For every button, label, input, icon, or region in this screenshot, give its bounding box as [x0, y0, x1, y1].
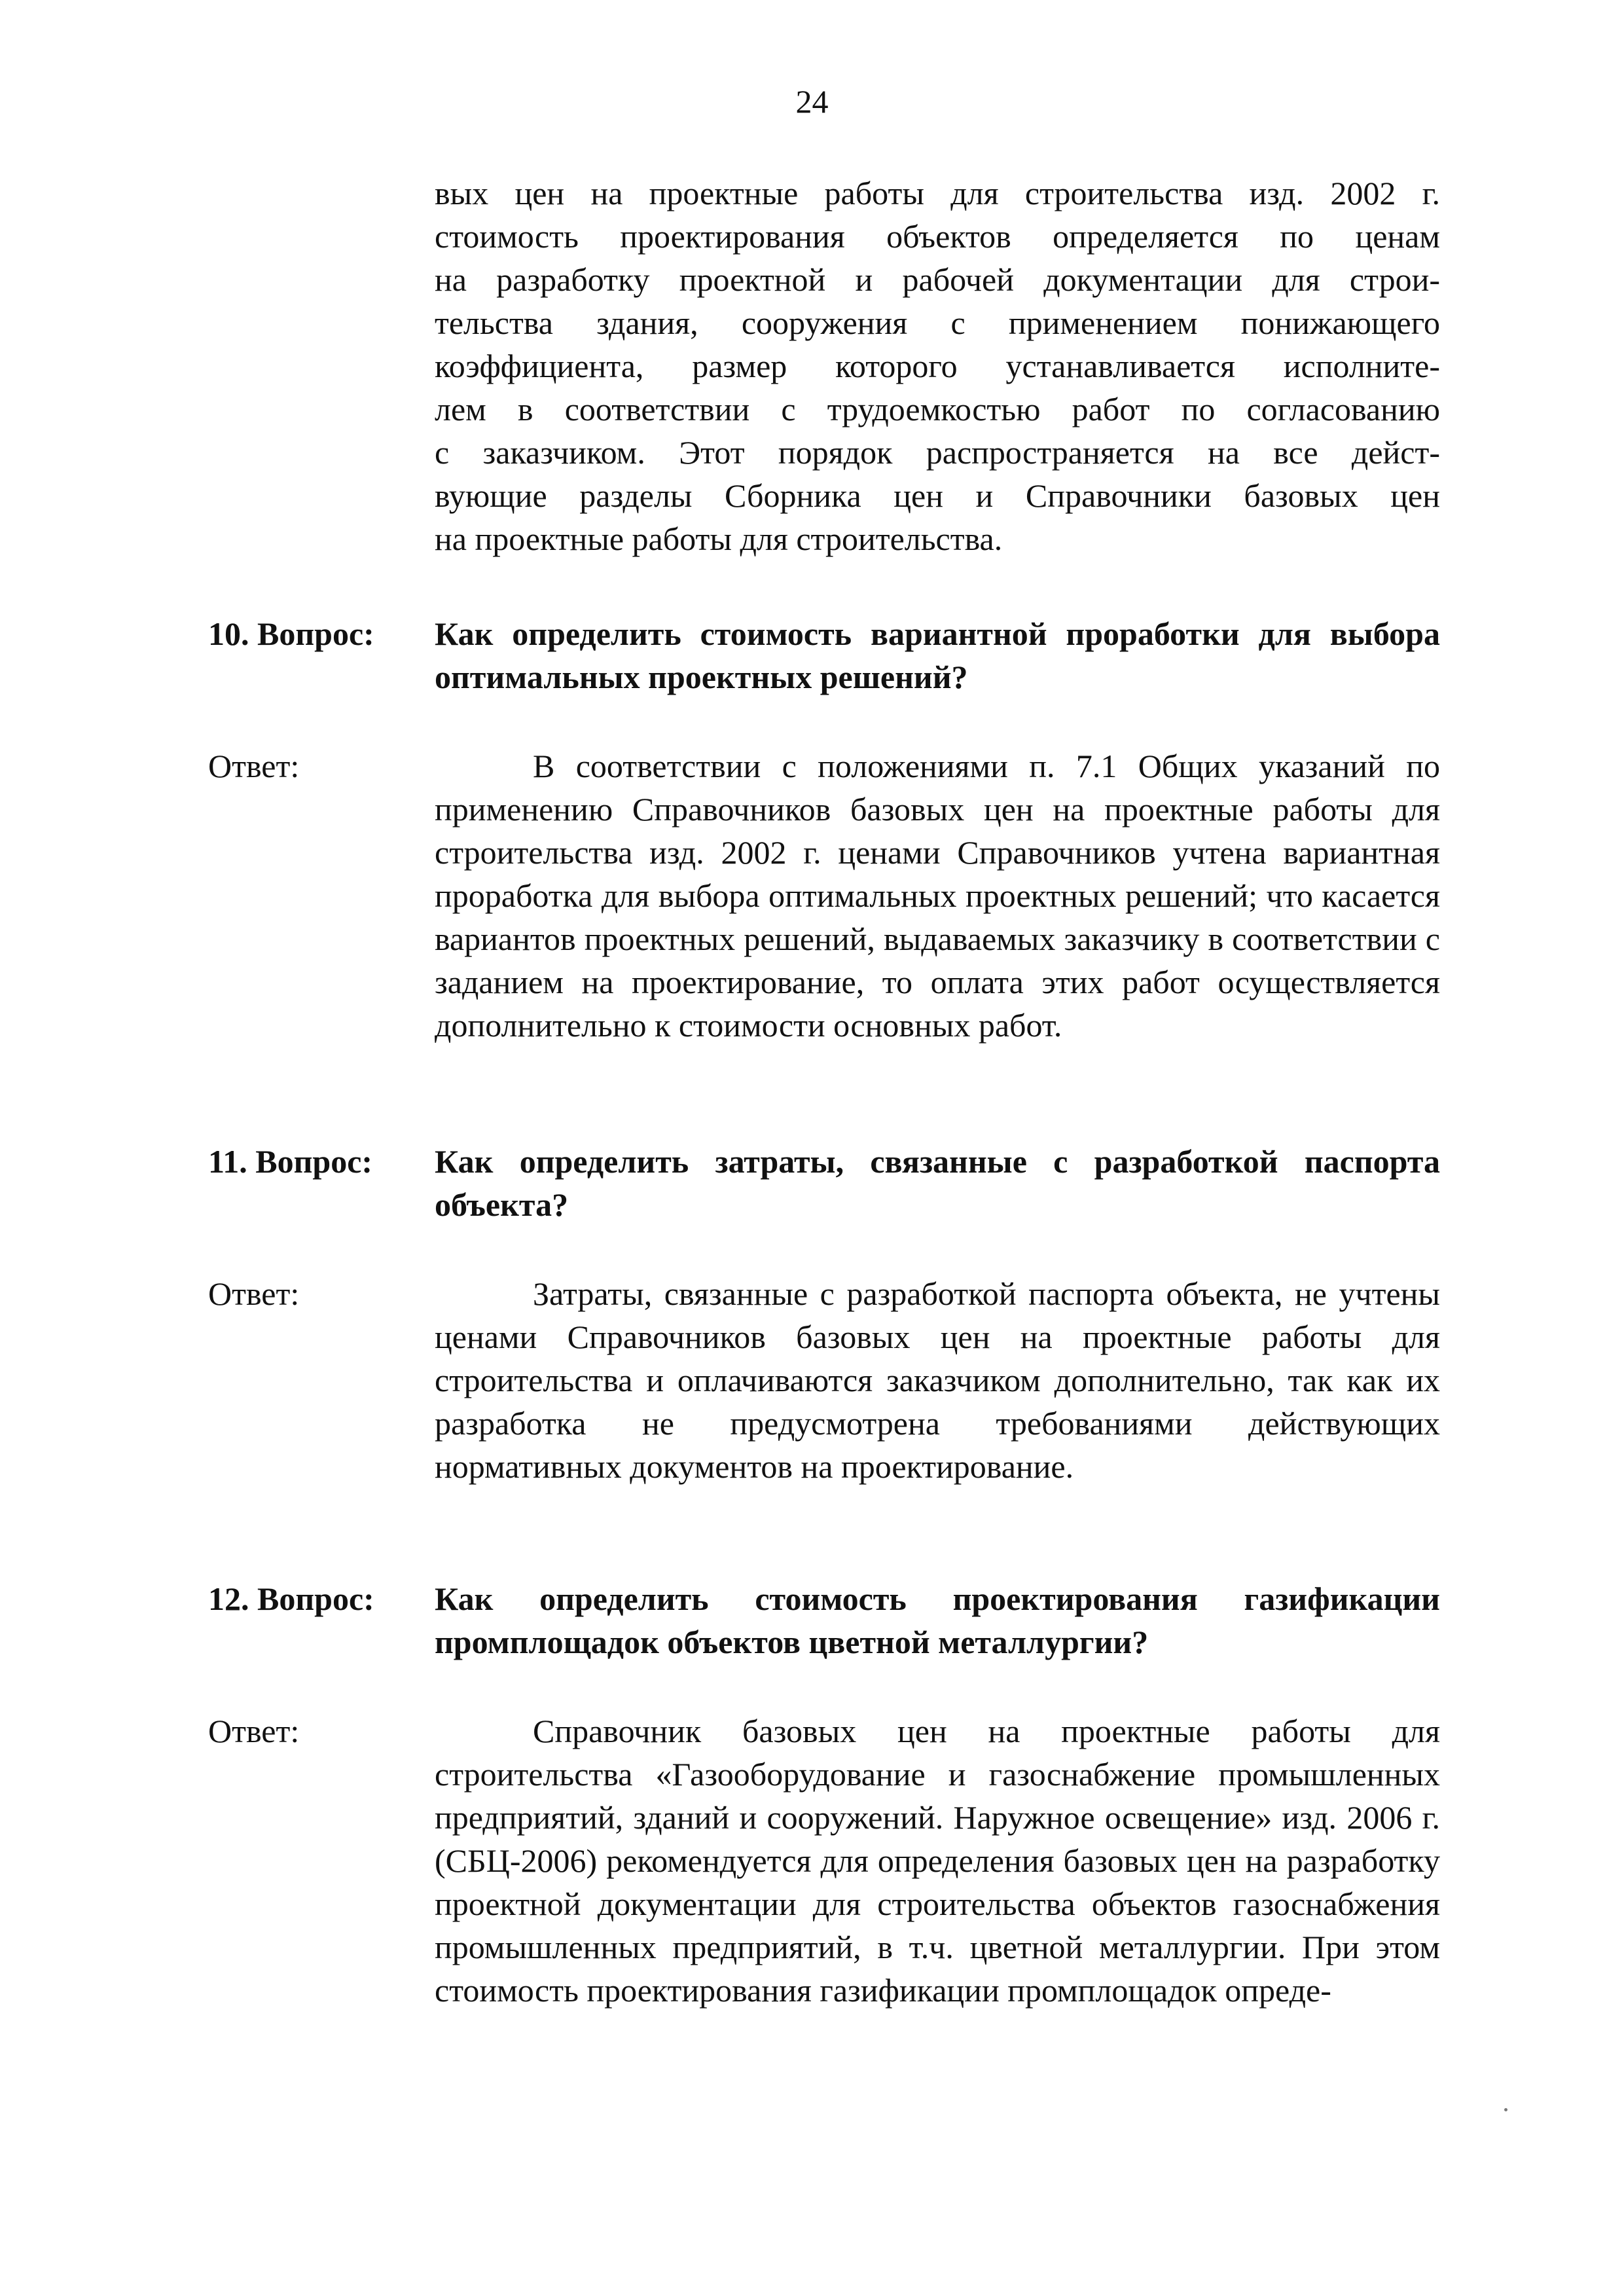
question-12-text: Как определить стоимость проектирования газификации промплощадок объектов цветной металлургии? — [435, 1580, 1440, 1660]
continuation-paragraph — [435, 172, 1440, 560]
question-12-label: 12. Вопрос: — [208, 1580, 374, 1617]
question-10-text: Как определить стоимость вариантной проработки для выбора оптимальных проектных решений? — [435, 615, 1440, 695]
paragraph-line: с заказчиком. Этот порядок распространяется на все дейст- — [435, 434, 1440, 471]
paragraph-line: тельства здания, сооружения с применением понижающего — [435, 304, 1440, 341]
answer-12-label: Ответ: — [208, 1713, 300, 1749]
paragraph-line: стоимость проектирования объектов определяется по ценам — [435, 218, 1440, 255]
answer-11-label: Ответ: — [208, 1275, 300, 1312]
question-10-label: 10. Вопрос: — [208, 615, 374, 652]
paragraph-line: вых цен на проектные работы для строительства изд. 2002 г. — [435, 175, 1440, 211]
question-11-label: 11. Вопрос: — [208, 1143, 373, 1180]
paragraph-line: на разработку проектной и рабочей документации для строи- — [435, 261, 1440, 298]
paragraph-line: лем в соответствии с трудоемкостью работ по согласованию — [435, 391, 1440, 428]
scan-speck — [1504, 2108, 1507, 2111]
paragraph-line: на проектные работы для строительства. — [435, 520, 1003, 557]
answer-10-text: В соответствии с положениями п. 7.1 Общих указаний по применению Справочников базовых цен на проектные работы для строительства изд. 2002 г. ценами Справочников учтена вариантная проработка для выбора оптимальных проектных решений; что касается вариантов проектных решений, выдаваемых заказчику в соответствии с заданием на проектирование, то оплата этих работ осуществляется дополнительно к стоимости основных работ. — [435, 748, 1440, 1044]
answer-11-text: Затраты, связанные с разработкой паспорта объекта, не учтены ценами Справочников базовых цен на проектные работы для строительства и оплачиваются заказчиком дополнительно, так как их разработка не предусмотрена требованиями действующих нормативных документов на проектирование. — [435, 1275, 1440, 1485]
page-number: 24 — [795, 83, 829, 120]
answer-10-label: Ответ: — [208, 748, 300, 784]
paragraph-line: вующие разделы Сборника цен и Справочники базовых цен — [435, 477, 1440, 514]
question-11-text: Как определить затраты, связанные с разработкой паспорта объекта? — [435, 1143, 1440, 1223]
paragraph-line: коэффициента, размер которого устанавливается исполните- — [435, 348, 1440, 384]
answer-12-text: Справочник базовых цен на проектные работы для строительства «Газооборудование и газоснабжение промышленных предприятий, зданий и сооружений. Наружное освещение» изд. 2006 г. (СБЦ-2006) рекомендуется для определения базовых цен на разработку проектной документации для строительства объектов газоснабжения промышленных предприятий, в т.ч. цветной металлургии. При этом стоимость проектирования газификации промплощадок опреде- — [435, 1713, 1440, 2009]
